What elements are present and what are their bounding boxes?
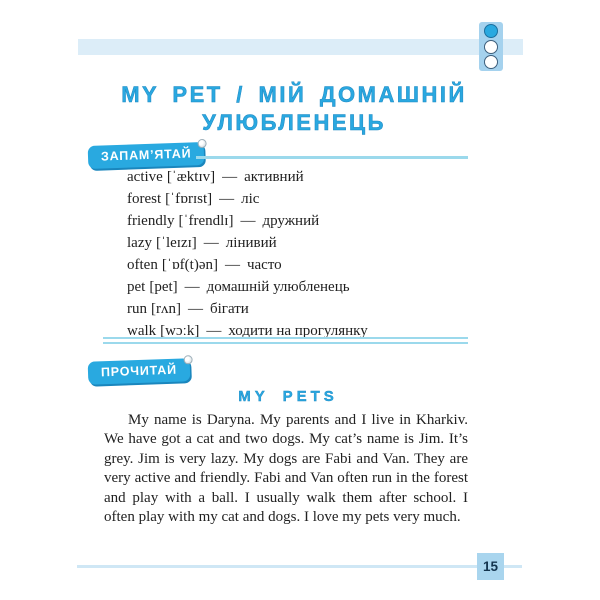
pin-icon (198, 139, 207, 148)
vocab-transcription: [ˈæktɪv] (166, 169, 216, 185)
remember-badge (88, 142, 205, 169)
progress-dot-empty-icon (484, 40, 498, 54)
top-decorative-bar (78, 39, 523, 55)
vocab-word: forest (127, 191, 162, 207)
vocab-transcription: [ˈfɒrɪst] (165, 191, 213, 207)
progress-dot-empty-icon (484, 55, 498, 69)
progress-dots-widget (479, 22, 503, 71)
read-badge (88, 358, 191, 385)
vocab-separator: — (184, 279, 200, 295)
vocab-transcription: [ˈfrendlɪ] (178, 213, 234, 229)
vocab-translation: ходити на прогулянку (228, 323, 368, 339)
vocab-separator: — (222, 169, 238, 185)
vocab-translation: дружний (262, 213, 320, 229)
vocab-word: pet (127, 279, 146, 295)
vocab-word: often (127, 257, 158, 273)
footer-rule (77, 565, 522, 568)
pin-icon (183, 355, 192, 364)
remember-badge-label: ЗАПАМ’ЯТАЙ (100, 146, 192, 164)
vocab-separator: — (224, 257, 240, 273)
vocabulary-list (127, 166, 368, 342)
reading-passage: My name is Daryna. My parents and I live in Kharkiv. We have got a cat and two dogs. My cat’s name is Jim. It’s grey. Jim is very lazy. My dogs are Fabi and Van. They are very active and friendly. Fabi and Van often run in the forest and play with a ball. I usually walk them after school. I often play with my cat and dogs. I love my pets very much. (104, 412, 468, 526)
lesson-title (78, 81, 510, 137)
vocab-word: walk (127, 323, 157, 339)
vocab-translation: лінивий (225, 235, 277, 251)
vocab-entry (127, 210, 368, 232)
vocab-transcription: [pet] (149, 279, 178, 295)
vocab-transcription: [ˈleɪzɪ] (155, 235, 197, 251)
vocab-separator: — (240, 213, 256, 229)
vocab-separator: — (188, 301, 203, 317)
vocab-transcription: [ˈɒf(t)ən] (161, 257, 218, 273)
passage-heading: MY PETS (238, 388, 338, 405)
vocab-word: friendly (127, 213, 175, 229)
lesson-title-line1: MY PET / МІЙ ДОМАШНІЙ (121, 82, 467, 107)
page-number-badge: 15 (477, 553, 504, 580)
vocab-entry (127, 254, 368, 276)
vocabulary-end-rule (103, 337, 468, 344)
vocab-separator: — (203, 235, 219, 251)
vocab-entry (127, 298, 368, 320)
vocab-word: lazy (127, 235, 152, 251)
vocab-entry (127, 166, 368, 188)
vocab-word: active (127, 169, 163, 185)
lesson-title-line2: УЛЮБЛЕНЕЦЬ (202, 110, 386, 135)
vocab-transcription: [rʌn] (151, 301, 181, 317)
vocab-translation: часто (246, 257, 282, 273)
remember-rule (196, 156, 468, 159)
vocab-word: run (127, 301, 147, 317)
read-badge-label: ПРОЧИТАЙ (100, 362, 178, 380)
vocab-entry (127, 276, 368, 298)
progress-dot-filled-icon (484, 24, 498, 38)
vocab-entry (127, 232, 368, 254)
vocab-separator: — (206, 323, 222, 339)
vocab-separator: — (219, 191, 235, 207)
vocab-translation: бігати (210, 301, 249, 317)
vocab-transcription: [wɔːk] (160, 323, 200, 339)
vocab-translation: ліс (241, 191, 260, 207)
vocab-translation: активний (244, 169, 304, 185)
vocab-entry (127, 188, 368, 210)
vocab-translation: домашній улюбленець (206, 279, 350, 295)
